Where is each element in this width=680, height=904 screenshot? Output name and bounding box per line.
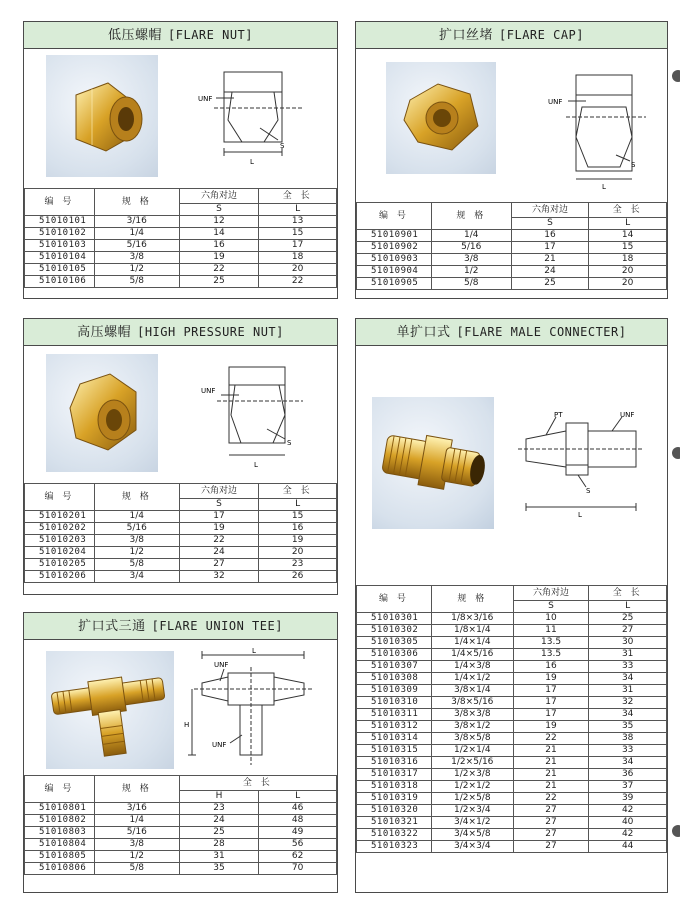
table-row: 51010904 1/2 24 20	[357, 266, 667, 278]
table-row: 51010302 1/8×1/4 11 27	[357, 625, 667, 637]
punch-hole	[672, 70, 680, 82]
flare-union-tee-panel	[23, 612, 338, 893]
flare-cap-title: 扩口丝堵 [FLARE CAP]	[356, 22, 667, 49]
svg-text:S: S	[280, 142, 285, 150]
table-row: 51010323 3/4×3/4 27 44	[357, 841, 667, 853]
table-row: 51010805 1/2 31 62	[25, 851, 337, 863]
flare-nut-panel	[23, 21, 338, 299]
table-row: 51010319 1/2×5/8 22 39	[357, 793, 667, 805]
table-row: 51010318 1/2×1/2 21 37	[357, 781, 667, 793]
table-row: 51010201 1/4 17 15	[25, 511, 337, 523]
table-row: 51010901 1/4 16 14	[357, 230, 667, 242]
table-row: 51010101 3/16 12 13	[25, 216, 337, 228]
table-row: 51010905 5/8 25 20	[357, 278, 667, 290]
table-row: 51010202 5/16 19 16	[25, 523, 337, 535]
punch-hole	[672, 825, 680, 837]
high-pressure-nut-diagram	[199, 359, 324, 474]
table-row: 51010307 1/4×3/8 16 33	[357, 661, 667, 673]
flare-nut-table: 编 号 规 格 六角对边 全 长 S L 51010101 3/16 12 13 51010102 1/4 14 15 51010103 5/16 16 17 51010104 3/8 19 18 51010105 1/2 22 20 51010106 5/8 25 22	[24, 188, 337, 288]
flare-male-connecter-table: 编 号 规 格 六角对边 全 长 S L 51010301 1/8×3/16 10 25 51010302 1/8×1/4 11 27 51010305 1/4×1/4 13.5 30 51010306 1/4×5/16 13.5 31 51010307 1/4×3/8 16 33 51010308 1/4×1/2 19 34 51010309 3/8×1/4 17 31 51010310 3/8×5/16 17 32 51010311 3/8×3/8 17 34 51010312 3/8×1/2 19 35 51010314 3/8×5/8 22 38 51010315 1/2×1/4 21 33 51010316 1/2×5/16 21 34 51010317 1/2×3/8 21 36 51010318 1/2×1/2 21 37 51010319 1/2×5/8 22 39 51010320 1/2×3/4 27 42 51010321 3/4×1/2 27 40 51010322 3/4×5/8 27 42 51010323 3/4×3/4 27 44	[356, 585, 667, 853]
svg-text:UNF: UNF	[212, 741, 227, 749]
svg-text:UNF: UNF	[548, 98, 563, 106]
flare-nut-diagram	[194, 62, 324, 182]
table-row: 51010204 1/2 24 20	[25, 547, 337, 559]
svg-text:UNF: UNF	[201, 387, 216, 395]
table-row: 51010102 1/4 14 15	[25, 228, 337, 240]
high-pressure-nut-table: 编 号 规 格 六角对边 全 长 S L 51010201 1/4 17 15 51010202 5/16 19 16 51010203 3/8 22 19 51010204 1/2 24 20 51010205 5/8 27 23 51010206 3/4 32 26	[24, 483, 337, 583]
table-row: 51010306 1/4×5/16 13.5 31	[357, 649, 667, 661]
high-pressure-nut-title: 高压螺帽 [HIGH PRESSURE NUT]	[24, 319, 337, 346]
flare-nut-title: 低压螺帽 [FLARE NUT]	[24, 22, 337, 49]
svg-text:L: L	[602, 183, 606, 191]
table-row: 51010322 3/4×5/8 27 42	[357, 829, 667, 841]
high-pressure-nut-panel	[23, 318, 338, 595]
table-row: 51010308 1/4×1/2 19 34	[357, 673, 667, 685]
svg-text:L: L	[250, 158, 254, 166]
svg-text:S: S	[586, 487, 591, 495]
flare-male-connecter-title: 单扩口式 [FLARE MALE CONNECTER]	[356, 319, 667, 346]
table-row: 51010103 5/16 16 17	[25, 240, 337, 252]
table-row: 51010301 1/8×3/16 10 25	[357, 613, 667, 625]
high-pressure-nut-photo	[46, 354, 158, 472]
svg-text:UNF: UNF	[214, 661, 229, 669]
table-row: 51010801 3/16 23 46	[25, 803, 337, 815]
flare-union-tee-photo	[46, 651, 174, 769]
svg-text:H: H	[184, 721, 190, 729]
table-row: 51010320 1/2×3/4 27 42	[357, 805, 667, 817]
table-row: 51010321 3/4×1/2 27 40	[357, 817, 667, 829]
table-row: 51010317 1/2×3/8 21 36	[357, 769, 667, 781]
table-row: 51010309 3/8×1/4 17 31	[357, 685, 667, 697]
flare-union-tee-diagram	[184, 647, 334, 772]
flare-cap-photo	[386, 62, 496, 174]
table-row: 51010902 5/16 17 15	[357, 242, 667, 254]
table-row: 51010104 3/8 19 18	[25, 252, 337, 264]
svg-text:L: L	[578, 511, 582, 519]
flare-nut-photo	[46, 55, 158, 177]
table-row: 51010310 3/8×5/16 17 32	[357, 697, 667, 709]
svg-text:UNF: UNF	[620, 411, 635, 419]
table-row: 51010314 3/8×5/8 22 38	[357, 733, 667, 745]
table-row: 51010806 5/8 35 70	[25, 863, 337, 875]
table-row: 51010802 1/4 24 48	[25, 815, 337, 827]
svg-text:L: L	[252, 647, 256, 655]
table-row: 51010311 3/8×3/8 17 34	[357, 709, 667, 721]
flare-male-connecter-photo	[372, 397, 494, 529]
table-row: 51010803 5/16 25 49	[25, 827, 337, 839]
table-row: 51010206 3/4 32 26	[25, 571, 337, 583]
table-row: 51010105 1/2 22 20	[25, 264, 337, 276]
flare-cap-table: 编 号 规 格 六角对边 全 长 S L 51010901 1/4 16 14 51010902 5/16 17 15 51010903 3/8 21 18 51010904 1/2 24 20 51010905 5/8 25 20	[356, 202, 667, 290]
flare-male-connecter-diagram	[516, 409, 666, 519]
table-row: 51010305 1/4×1/4 13.5 30	[357, 637, 667, 649]
table-row: 51010106 5/8 25 22	[25, 276, 337, 288]
table-row: 51010804 3/8 28 56	[25, 839, 337, 851]
flare-cap-panel	[355, 21, 668, 299]
table-row: 51010316 1/2×5/16 21 34	[357, 757, 667, 769]
flare-union-tee-table: 编 号 规 格 全 长 H L 51010801 3/16 23 46 51010802 1/4 24 48 51010803 5/16 25 49 51010804 3/8 28 56 51010805 1/2 31 62 51010806 5/8 35 70	[24, 775, 337, 875]
table-row: 51010205 5/8 27 23	[25, 559, 337, 571]
flare-male-connecter-panel	[355, 318, 668, 893]
table-row: 51010312 3/8×1/2 19 35	[357, 721, 667, 733]
svg-text:S: S	[287, 439, 292, 447]
svg-text:L: L	[254, 461, 258, 469]
unf-label: UNF	[198, 95, 213, 103]
svg-text:PT: PT	[554, 411, 563, 419]
flare-cap-diagram	[546, 67, 661, 192]
table-row: 51010203 3/8 22 19	[25, 535, 337, 547]
table-row: 51010315 1/2×1/4 21 33	[357, 745, 667, 757]
punch-hole	[672, 447, 680, 459]
svg-text:S: S	[631, 161, 636, 169]
flare-union-tee-title: 扩口式三通 [FLARE UNION TEE]	[24, 613, 337, 640]
table-row: 51010903 3/8 21 18	[357, 254, 667, 266]
